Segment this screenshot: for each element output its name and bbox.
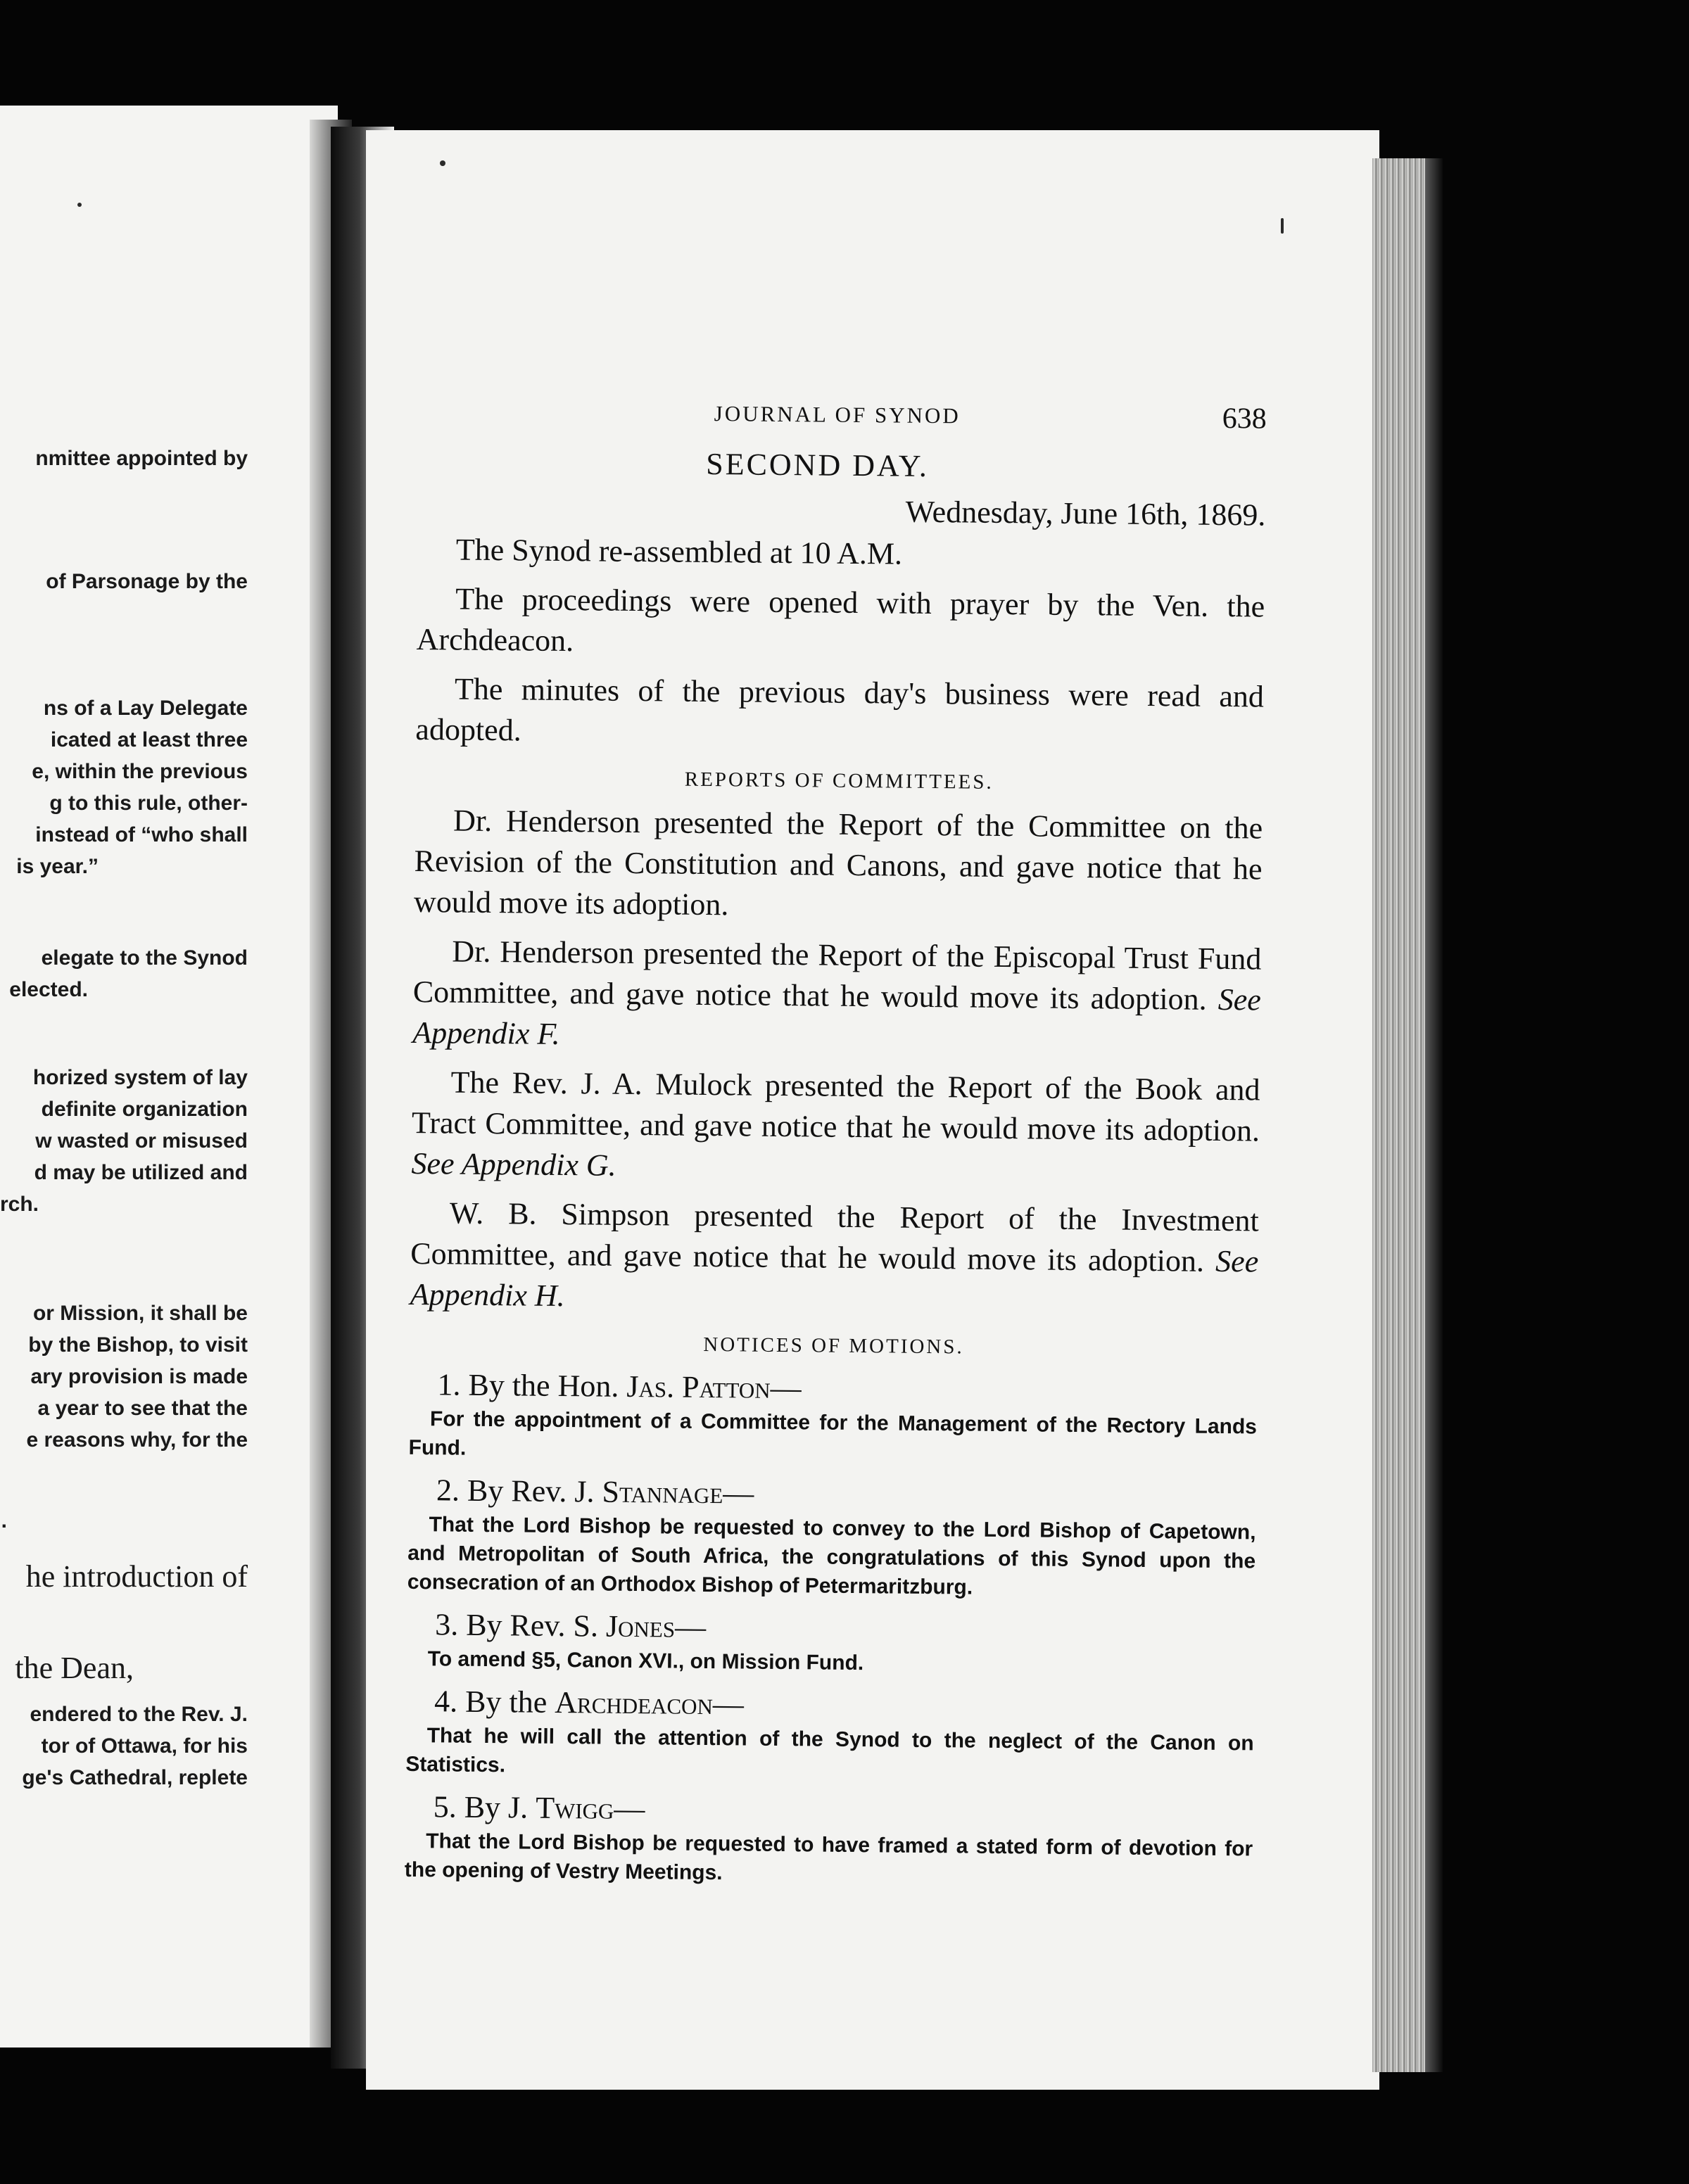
report-paragraph <box>414 800 1263 931</box>
left-page-fragment: ary provision is made <box>30 1365 248 1388</box>
left-page-fragment: instead of “who shall <box>35 823 248 846</box>
left-page-fragment: a year to see that the <box>37 1397 248 1420</box>
appendix-reference: See Appendix F. <box>412 982 1262 1051</box>
report-text: Dr. Henderson presented the Report of the Committee on the Revision of the Constitution and Canons, and gave notice that he would move its adoption. <box>413 803 1263 922</box>
motion-text: That the Lord Bishop be requested to have framed a stated form of devotion for the opening of Vestry Meetings. <box>404 1829 1253 1885</box>
appendix-reference: See Appendix G. <box>411 1145 616 1183</box>
left-page-fragment: rch. <box>0 1193 39 1216</box>
paragraph: The minutes of the previous day's business were read and adopted. <box>415 671 1265 748</box>
left-page-fragment: the Dean, <box>15 1651 134 1685</box>
scan-speck <box>1281 218 1284 234</box>
left-page-fragment: d may be utilized and <box>34 1161 248 1184</box>
left-page-fragment: ge's Cathedral, replete <box>22 1766 248 1789</box>
report-text: W. B. Simpson presented the Report of the Investment Committee, and gave notice that he would move its adoption. <box>410 1195 1260 1278</box>
motion-mover: Jones— <box>605 1608 707 1644</box>
left-page-fragment: he introduction of <box>25 1559 248 1594</box>
motion-mover: Twigg— <box>535 1790 645 1827</box>
day-heading: SECOND DAY. <box>706 446 930 483</box>
motion-by: By the Hon. <box>468 1367 619 1404</box>
left-page-fragment: g to this rule, other- <box>49 792 248 815</box>
motion-number: 5. <box>433 1789 457 1824</box>
left-page-fragment: e reasons why, for the <box>26 1428 248 1452</box>
motion-mover: Jas. Patton— <box>626 1369 802 1406</box>
running-title: JOURNAL OF SYNOD <box>714 401 961 428</box>
motion-text: That the Lord Bishop be requested to convey to the Lord Bishop of Capetown, and Metropolitan of South Africa, the congratulations of this Synod upon the consecration of an Orthodox Bishop of Petermaritzburg. <box>407 1513 1256 1599</box>
motion-text: To amend §5, Canon XVI., on Mission Fund. <box>427 1647 864 1675</box>
motion-number: 3. <box>434 1607 459 1642</box>
motion-text: For the appointment of a Committee for the Management of the Rectory Lands Fund. <box>408 1407 1258 1460</box>
motion-number: 2. <box>436 1473 460 1508</box>
left-page-fragment: by the Bishop, to visit <box>28 1333 248 1357</box>
left-page-fragment: endered to the Rev. J. <box>30 1703 248 1726</box>
left-page-fragment: horized system of lay <box>32 1066 248 1089</box>
motion-text: That he will call the attention of the Synod to the neglect of the Canon on Statistics. <box>405 1724 1254 1777</box>
left-page-fragment: definite organization <box>41 1098 248 1121</box>
left-page <box>0 106 310 2048</box>
report-text: The Rev. J. A. Mulock presented the Report of the Book and Tract Committee, and gave notice that he would move its adoption. <box>411 1065 1260 1148</box>
motion-by: By Rev. J. <box>467 1473 595 1509</box>
scan-speck <box>440 160 445 166</box>
page-edges-shadow <box>1425 158 1443 2072</box>
motion-mover: Stannage— <box>602 1474 754 1511</box>
motion-by: By the <box>464 1684 548 1720</box>
scan-speck <box>77 203 82 207</box>
report-paragraph <box>411 1062 1260 1193</box>
left-page-fragment: tor of Ottawa, for his <box>41 1734 248 1758</box>
appendix-reference: See Appendix H. <box>410 1243 1259 1314</box>
left-page-fragment: elegate to the Synod <box>41 946 248 970</box>
left-page-fragment: of Parsonage by the <box>46 570 248 593</box>
left-page-fragment: e, within the previous <box>32 760 248 783</box>
motion-by: By Rev. S. <box>465 1607 599 1644</box>
page-edges <box>1372 158 1429 2072</box>
motions-heading: NOTICES OF MOTIONS. <box>703 1333 964 1359</box>
reports-heading: REPORTS OF COMMITTEES. <box>684 768 994 794</box>
left-page-fragment: elected. <box>9 978 88 1001</box>
motion-mover: Archdeacon— <box>555 1684 745 1722</box>
left-page-fragment: is year.” <box>16 855 99 878</box>
paragraph: The Synod re-assembled at 10 A.M. <box>455 532 903 571</box>
left-page-fragment: nmittee appointed by <box>35 447 248 470</box>
left-page-fragment: . <box>1 1509 7 1532</box>
left-page-fragment: ns of a Lay Delegate <box>43 697 248 720</box>
motion-number: 1. <box>437 1367 461 1402</box>
report-text: Dr. Henderson presented the Report of the Episcopal Trust Fund Committee, and gave notice that he would move its adoption. <box>412 934 1262 1017</box>
dateline: Wednesday, June 16th, 1869. <box>905 494 1266 533</box>
page-number: 638 <box>1222 402 1267 436</box>
running-header <box>418 394 1267 445</box>
motion-number: 4. <box>434 1684 458 1719</box>
left-page-fragment: w wasted or misused <box>35 1129 248 1153</box>
left-page-fragment: or Mission, it shall be <box>32 1302 248 1325</box>
left-page-fragment: icated at least three <box>50 728 248 751</box>
motion-by: By J. <box>464 1789 529 1825</box>
right-page-content <box>405 394 1267 1900</box>
report-paragraph <box>412 931 1262 1062</box>
report-paragraph <box>410 1193 1259 1323</box>
paragraph: The proceedings were opened with prayer by the Ven. the Archdeacon. <box>416 581 1265 659</box>
